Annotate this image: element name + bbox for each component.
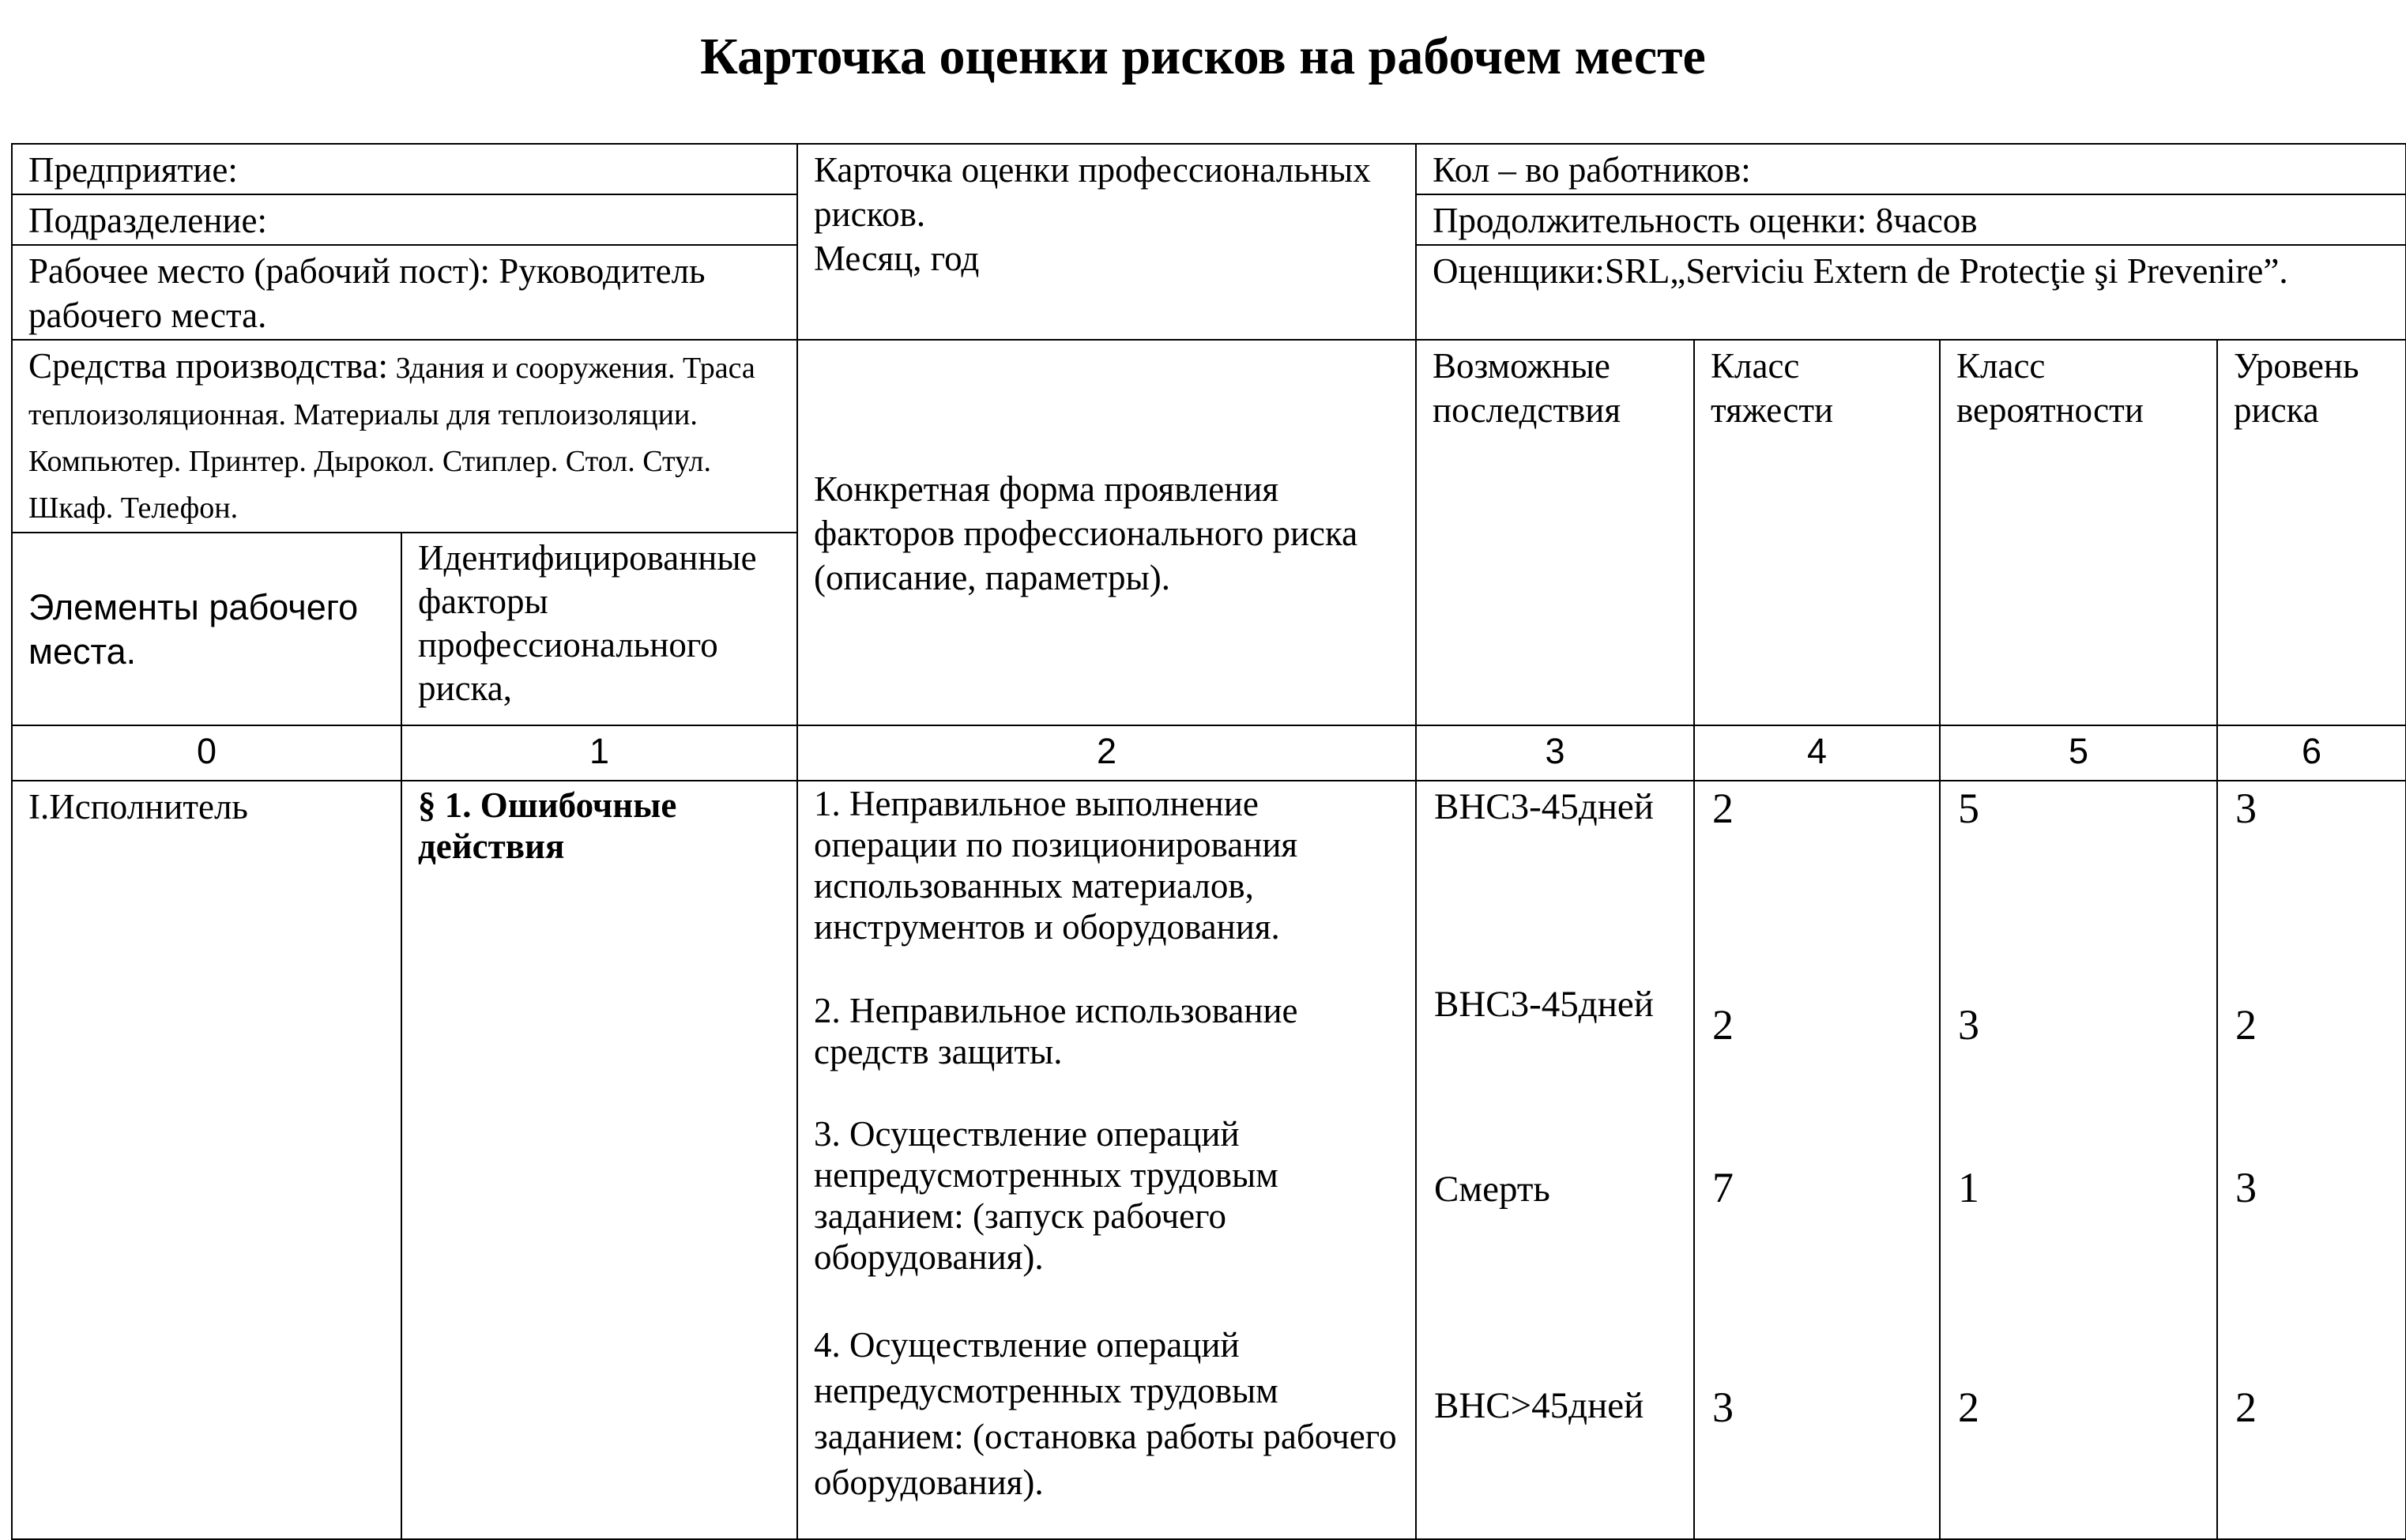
means-label: Средства производства: (28, 346, 389, 386)
item-text: 2. Неправильное использование средств защиты. (814, 991, 1298, 1071)
duration-label: Продолжительность оценки: 8часов (1433, 201, 1978, 240)
risk-cell (2217, 781, 2406, 1539)
header-probability-label: Класс вероятности (1956, 346, 2144, 430)
workers-label: Кол – во работников: (1433, 150, 1751, 190)
probability-value: 2 (1958, 1384, 1980, 1431)
card-info-cell (797, 144, 1416, 340)
month-year-label: Месяц, год (814, 239, 980, 278)
probability-value: 1 (1958, 1164, 1980, 1211)
page-title: Карточка оценки рисков на рабочем месте (700, 28, 1706, 85)
header-form (797, 340, 1416, 725)
form-cell (797, 781, 1416, 1539)
element-label: I.Исполнитель (28, 787, 248, 826)
risk-value: 2 (2235, 1384, 2257, 1431)
probability-cell (1940, 781, 2217, 1539)
header-risk (2217, 340, 2406, 725)
card-label: Карточка оценки профессиональных рисков. (814, 150, 1371, 234)
workers-cell (1416, 144, 2406, 194)
header-risk-label: Уровень риска (2234, 346, 2359, 430)
header-severity (1694, 340, 1940, 725)
means-items: Здания и сооружения. Траса теплоизоляционная. Материалы для теплоизоляции. Компьютер. Принтер. Дырокол. Стиплер. Стол. Стул. Шкаф. Телефон. (28, 352, 755, 525)
enterprise-cell (12, 144, 797, 194)
consequence-cell (1416, 781, 1694, 1539)
column-number: 6 (2217, 725, 2406, 781)
assessors-cell (1416, 245, 2406, 340)
element-cell (12, 781, 401, 1539)
risk-value: 3 (2235, 1164, 2257, 1211)
probability-value: 5 (1958, 785, 1980, 832)
severity-value: 2 (1712, 1001, 1734, 1049)
subdivision-label: Подразделение: (28, 201, 267, 240)
consequence-value: ВНС3-45дней (1434, 984, 1654, 1025)
column-number: 3 (1416, 725, 1694, 781)
item-text: 4. Осуществление операций непредусмотренных трудовым заданием: (остановка работы рабочего оборудования). (814, 1325, 1397, 1502)
column-numbers-row (12, 725, 2406, 781)
enterprise-label: Предприятие: (28, 150, 238, 190)
header-severity-label: Класс тяжести (1711, 346, 1834, 430)
severity-value: 7 (1712, 1164, 1734, 1211)
probability-value: 3 (1958, 1001, 1980, 1049)
severity-cell (1694, 781, 1940, 1539)
workplace-label: Рабочее место (рабочий пост): Руководитель рабочего места. (28, 251, 706, 335)
table-row (12, 781, 2406, 1539)
assessors-label: Оценщики:SRL„Serviciu Extern de Protecţie şi Prevenire”. (1433, 251, 2288, 291)
factor-label: § 1. Ошибочные действия (418, 785, 677, 866)
header-consequences-label: Возможные последствия (1433, 346, 1621, 430)
risk-assessment-table (11, 143, 2406, 1540)
subdivision-cell (12, 194, 797, 245)
header-form-label: Конкретная форма проявления факторов профессионального риска (описание, параметры). (814, 469, 1358, 597)
consequence-value: Смерть (1434, 1169, 1550, 1210)
header-factors-label: Идентифицированные факторы профессионального риска, (418, 538, 757, 708)
severity-value: 2 (1712, 785, 1734, 832)
item-text: 1. Неправильное выполнение операции по позиционирования использованных материалов, инструментов и оборудования. (814, 784, 1298, 947)
severity-value: 3 (1712, 1384, 1734, 1431)
risk-value: 2 (2235, 1001, 2257, 1049)
consequence-value: ВНС3-45дней (1434, 786, 1654, 827)
column-number: 1 (401, 725, 797, 781)
means-cell (12, 340, 797, 533)
header-factors (401, 533, 797, 725)
risk-value: 3 (2235, 785, 2257, 832)
header-elements-label: Элементы рабочего места. (28, 587, 359, 672)
column-number: 2 (797, 725, 1416, 781)
column-number: 5 (1940, 725, 2217, 781)
header-probability (1940, 340, 2217, 725)
column-number: 4 (1694, 725, 1940, 781)
item-text: 3. Осуществление операций непредусмотренных трудовым заданием: (запуск рабочего оборудования). (814, 1114, 1278, 1277)
consequence-value: ВНС>45дней (1434, 1385, 1644, 1426)
workplace-cell (12, 245, 797, 340)
duration-cell (1416, 194, 2406, 245)
header-elements (12, 533, 401, 725)
column-number: 0 (12, 725, 401, 781)
header-consequences (1416, 340, 1694, 725)
factor-cell (401, 781, 797, 1539)
